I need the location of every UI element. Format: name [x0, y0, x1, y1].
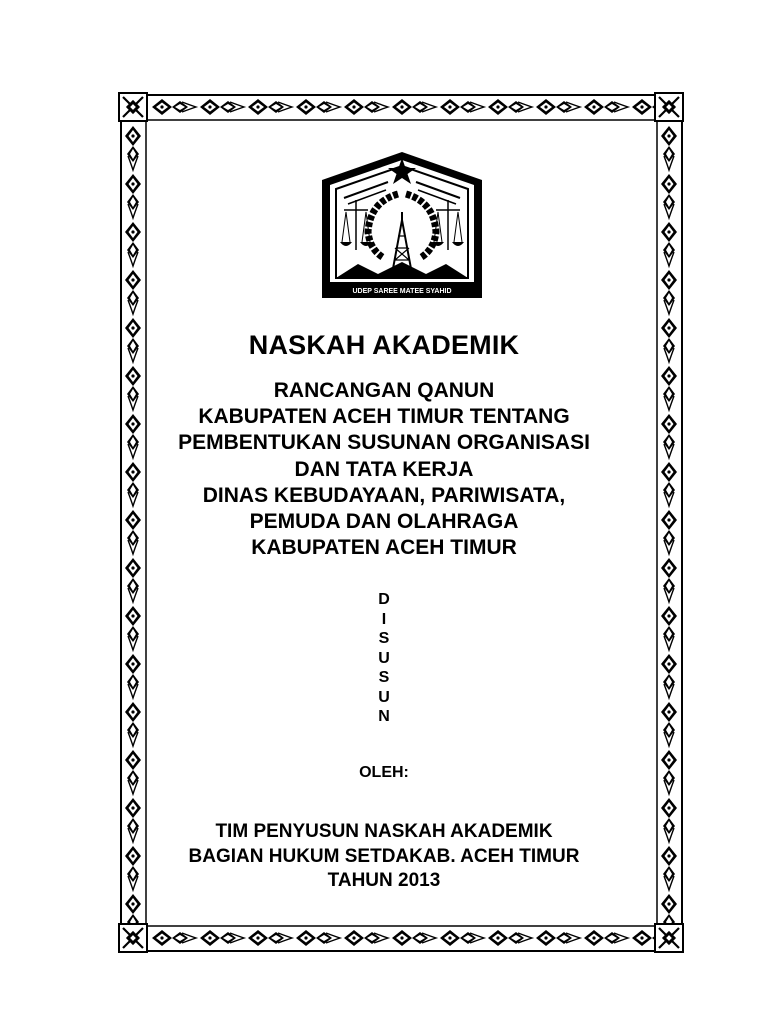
subtitle-line: KABUPATEN ACEH TIMUR	[251, 536, 517, 560]
author-line: TAHUN 2013	[327, 870, 441, 891]
disusun-letter: N	[378, 708, 390, 725]
disusun-letter: U	[378, 649, 390, 667]
emblem-motto: UDEP SAREE MATEE SYAHID	[352, 288, 452, 296]
subtitle-line: DINAS KEBUDAYAAN, PARIWISATA,	[202, 483, 566, 507]
document-title: NASKAH AKADEMIK	[248, 330, 520, 360]
subtitle-line: DAN TATA KERJA	[294, 457, 474, 481]
disusun-letter: U	[378, 688, 390, 706]
author-line: BAGIAN HUKUM SETDAKAB. ACEH TIMUR	[188, 845, 580, 867]
disusun-letter: S	[378, 669, 390, 686]
aceh-timur-regency-emblem	[318, 150, 486, 302]
author-block	[0, 820, 768, 894]
subtitle-line: RANCANGAN QANUN	[273, 379, 495, 402]
subtitle-line: PEMBENTUKAN SUSUNAN ORGANISASI	[178, 431, 590, 455]
disusun-letter: I	[381, 610, 387, 628]
oleh-label: OLEH:	[359, 764, 409, 781]
author-line: TIM PENYUSUN NASKAH AKADEMIK	[215, 821, 553, 842]
document-subtitle	[0, 378, 768, 561]
subtitle-line: PEMUDA DAN OLAHRAGA	[249, 510, 519, 534]
disusun-vertical	[0, 590, 768, 727]
subtitle-line: KABUPATEN ACEH TIMUR TENTANG	[198, 405, 570, 429]
disusun-letter: D	[378, 591, 390, 608]
disusun-letter: S	[378, 630, 390, 647]
